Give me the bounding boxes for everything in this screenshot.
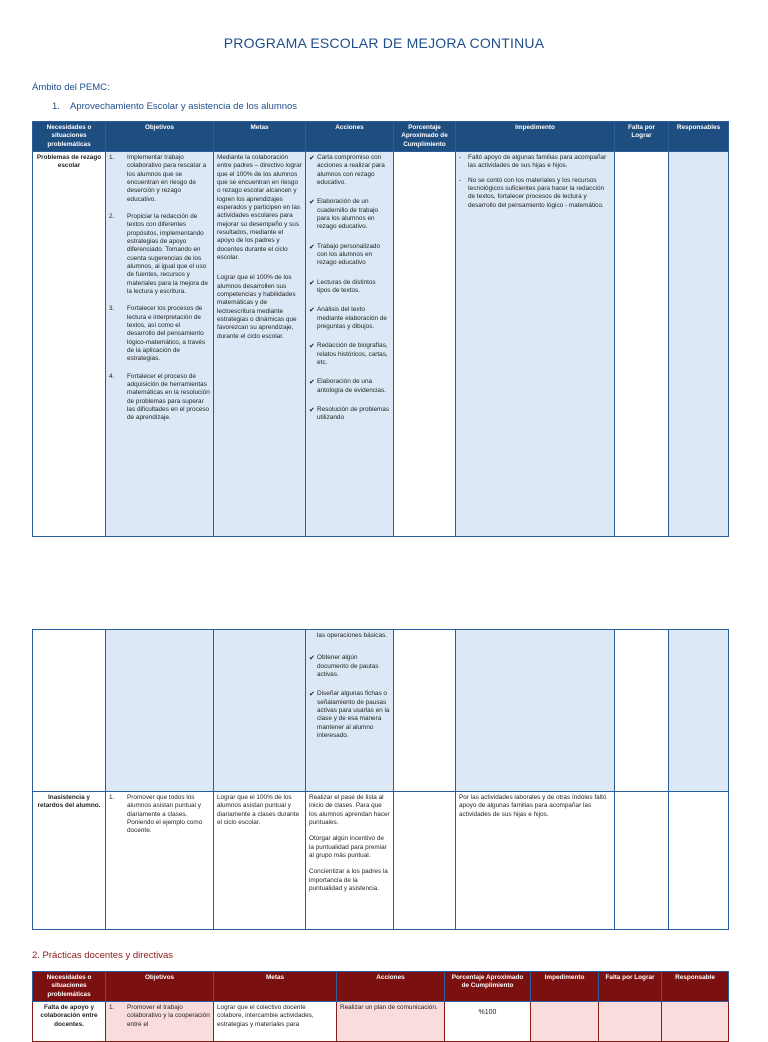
impedimento-item: - Faltó apoyo de algunas familias para acompañar las actividades de sus hijas e hijos.	[459, 153, 607, 170]
responsables-cell	[669, 151, 729, 536]
check-icon: ✔	[309, 343, 315, 351]
header-necesidades: Necesidades o situaciones problemáticas	[33, 972, 106, 1002]
objective-item: 4. Fortalecer el proceso de adquisición de herramientas matemáticas en la resolución de problemas para superar las dificultades en el proceso de aprendizaje.	[109, 372, 210, 422]
ambito-label: Ámbito del PEMC:	[32, 82, 110, 93]
header-acciones: Acciones	[306, 122, 394, 152]
falta-cell	[599, 1001, 662, 1041]
check-icon: ✔	[309, 307, 315, 315]
check-icon: ✔	[309, 199, 315, 207]
need-cell: Inasistencia y retardos del alumno.	[33, 792, 106, 930]
table-row	[33, 792, 729, 930]
porcentaje-cell	[394, 792, 456, 930]
accion-item: ✔ Trabajo personalizado con los alumnos en rezago educativo	[309, 242, 380, 267]
header-acciones: Acciones	[337, 972, 445, 1002]
impedimento-cell	[456, 630, 615, 792]
check-icon: ✔	[309, 691, 315, 699]
porcentaje-cell	[394, 630, 456, 792]
pemc-table-1	[32, 121, 729, 537]
accion-item: ✔ Diseñar algunas fichas o señalamiento de pausas activas para usarlas en la clase y de esa manera mantener al alumno interesado.	[309, 690, 390, 739]
porcentaje-cell: %100	[445, 1001, 531, 1041]
header-responsable: Responsable	[662, 972, 729, 1002]
accion-item: ✔ Lecturas de distintos tipos de textos.	[309, 278, 376, 294]
header-objetivos: Objetivos	[106, 972, 214, 1002]
accion-item: ✔ Redacción de biografías, relatos históricos, cartas, etc.	[309, 342, 388, 366]
objective-item: 1. Implementar trabajo colaborativo para rescatar a los alumnos que se encuentran en riesgo de deserción y rezago educativo.	[109, 153, 207, 203]
header-falta: Falta por Lograr	[599, 972, 662, 1002]
document-title: PROGRAMA ESCOLAR DE MEJORA CONTINUA	[223, 35, 545, 51]
acciones-cell	[306, 792, 394, 930]
objective-item: 1. Promover que todos los alumnos asistan puntual y diariamente a clases. Poniendo el ejemplo como docente.	[109, 794, 203, 835]
acciones-cell	[306, 151, 394, 536]
objective-item: 1. Promover el trabajo colaborativo y la cooperación entre el	[109, 1003, 210, 1028]
header-necesidades: Necesidades o situaciones problemáticas	[33, 122, 106, 152]
check-icon: ✔	[309, 243, 315, 251]
metas-cell: Lograr que el 100% de los alumnos asistan puntual y diariamente a clases durante el ciclo escolar.	[214, 792, 306, 930]
acciones-cell: Realizar un plan de comunicación.	[337, 1001, 445, 1041]
metas-cell: Lograr que el colectivo docente colabore, intercambie actividades, estrategias y materiales para	[214, 1001, 337, 1041]
meta-text: Mediante la colaboración entre padres – directivo lograr que el 100% de los alumnos que se encuentran en riesgo o rezago escolar alcancen y logren los aprendizajes esperados y participen en las actividades escolares para mejorar su desempeño y sus resultados, mediante el apoyo de los padres y docentes durante el ciclo escolar.	[217, 153, 302, 261]
accion-item: ✔ Resolución de problemas utilizando	[309, 405, 390, 422]
header-porcentaje: Porcentaje Aproximado de Cumplimiento	[394, 122, 456, 152]
accion-text: Realizar el pase de lista al inicio de clases. Para que los alumnos aprendan hacer puntuales.	[309, 794, 390, 826]
need-cell: Problemas de rezago escolar	[33, 151, 106, 536]
table-header-row	[33, 122, 729, 152]
table-header-row	[33, 972, 729, 1002]
header-metas: Metas	[214, 972, 337, 1002]
impedimento-cell	[531, 1001, 599, 1041]
impedimento-item: - No se contó con los materiales y los recursos tecnológicos suficientes para hacer la redacción de textos, fortalecer procesos de lectura y desarrollo del pensamiento lógico - matemático.	[459, 176, 605, 209]
table-row	[33, 151, 729, 536]
accion-continued: las operaciones básicas.	[317, 632, 387, 639]
check-icon: ✔	[309, 655, 315, 663]
header-responsables: Responsables	[669, 122, 729, 152]
impedimento-cell	[456, 151, 615, 536]
objectives-cell	[106, 792, 214, 930]
objectives-cell	[106, 151, 214, 536]
need-cell: Falta de apoyo y colaboración entre docentes.	[33, 1001, 106, 1041]
accion-text: Concientizar a los padres la importancia de la puntualidad y asistencia.	[309, 868, 388, 892]
accion-item: ✔ Obtener algún documento de pautas activas.	[309, 654, 379, 678]
check-icon: ✔	[309, 379, 315, 387]
meta-text: Lograr que el 100% de los alumnos desarrollen sus competencias y habilidades matemáticas y de lectoescritura mediante estrategias o dinámicas que favorezcan su aprendizaje, durante el ciclo escolar.	[217, 274, 297, 340]
section-number: 1.	[52, 101, 60, 112]
table-row	[33, 630, 729, 792]
falta-cell	[615, 792, 669, 930]
check-icon: ✔	[309, 406, 315, 414]
objective-item: 2. Propiciar la redacción de textos con diferentes propósitos, implementando estrategias de apoyo diferenciado. Tomando en cuenta sugerencias de los alumnos, al igual que el uso de fuentes, recursos y materiales para la mejora de la lectura y escritura.	[109, 212, 208, 295]
section-1-heading	[52, 101, 297, 112]
accion-item: ✔ Elaboración de un cuadernillo de trabajo para los alumnos en rezago educativo.	[309, 198, 379, 231]
accion-text: Otorgar algún incentivo de la puntualidad para premiar al grupo más puntual.	[309, 835, 387, 859]
porcentaje-cell	[394, 151, 456, 536]
responsable-cell	[662, 1001, 729, 1041]
need-cell	[33, 630, 106, 792]
header-falta: Falta por Lograr	[615, 122, 669, 152]
section-2-heading: 2. Prácticas docentes y directivas	[32, 950, 173, 961]
metas-cell	[214, 151, 306, 536]
responsables-cell	[669, 630, 729, 792]
section-label: Aprovechamiento Escolar y asistencia de los alumnos	[70, 101, 298, 112]
accion-item: ✔ Elaboración de una antología de evidencias.	[309, 378, 386, 394]
pemc-table-1-continued	[32, 629, 729, 930]
acciones-cell	[306, 630, 394, 792]
falta-cell	[615, 151, 669, 536]
objective-item: 3. Fortalecer los procesos de lectura e interpretación de textos, así como el desarrollo del pensamiento lógico-matemático, a través de la aplicación de estrategias.	[109, 305, 206, 363]
header-impedimento: Impedimento	[456, 122, 615, 152]
check-icon: ✔	[309, 279, 315, 287]
objectives-cell	[106, 1001, 214, 1041]
pemc-table-2	[32, 971, 729, 1042]
responsables-cell	[669, 792, 729, 930]
accion-item: ✔ Carta compromiso con acciones a realizar para alumnos con rezago educativo.	[309, 153, 385, 186]
accion-item: ✔ Análisis del texto mediante elaboración de preguntas y dibujos.	[309, 306, 387, 330]
header-metas: Metas	[214, 122, 306, 152]
metas-cell	[214, 630, 306, 792]
table-row	[33, 1001, 729, 1041]
header-impedimento: Impedimento	[531, 972, 599, 1002]
header-objetivos: Objetivos	[106, 122, 214, 152]
check-icon: ✔	[309, 154, 315, 162]
impedimento-cell: Por las actividades laborales y de otras índoles faltó apoyo de algunas familias para acompañar las actividades de sus hijas e hijos.	[456, 792, 615, 930]
header-porcentaje: Porcentaje Aproximado de Cumplimiento	[445, 972, 531, 1002]
falta-cell	[615, 630, 669, 792]
objectives-cell	[106, 630, 214, 792]
